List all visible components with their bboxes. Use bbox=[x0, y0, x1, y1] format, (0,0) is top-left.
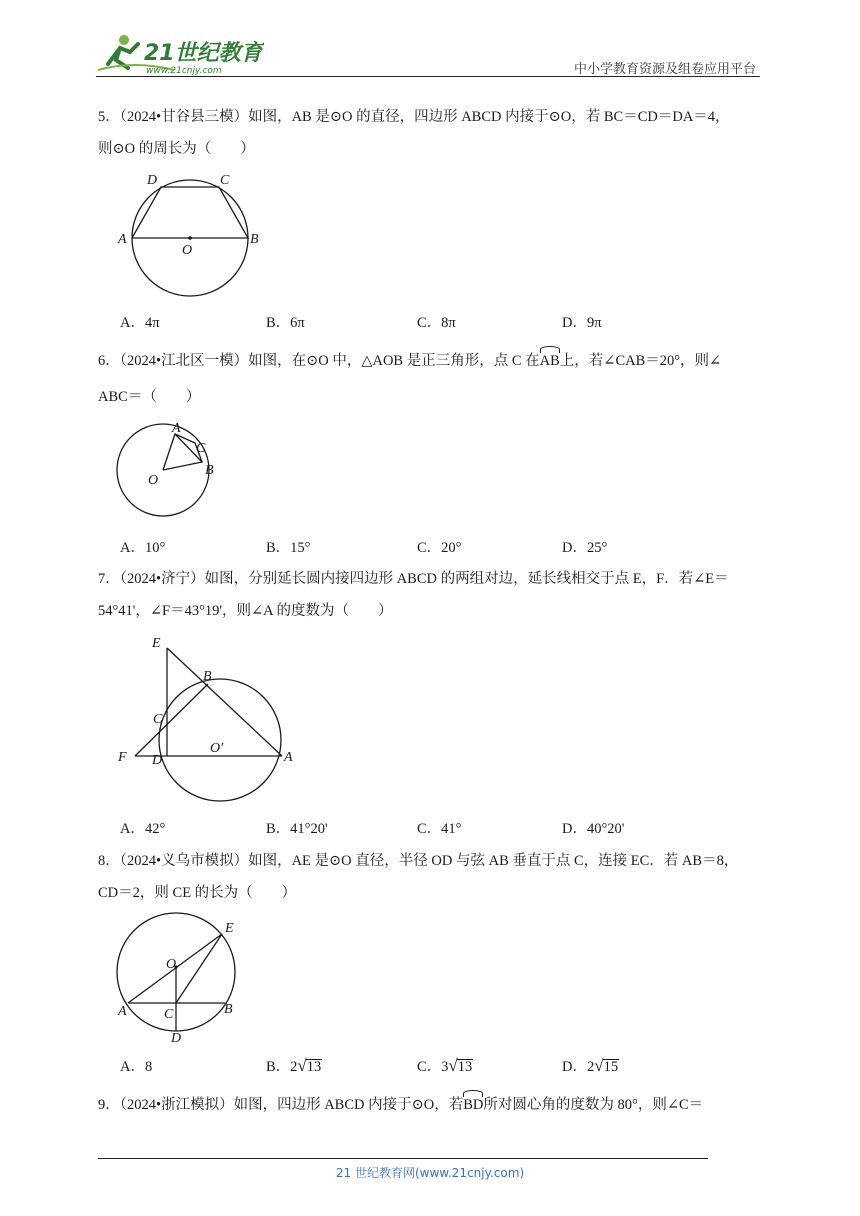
q9-line1-start: 9．（2024•浙江模拟）如图，四边形 ABCD 内接于⊙O，若 bbox=[98, 1097, 464, 1113]
q8-label-E: E bbox=[225, 921, 234, 936]
q5-label-B: B bbox=[250, 232, 259, 247]
q6-line1-end: 上，若∠CAB＝20°，则∠ bbox=[559, 353, 722, 369]
q7-label-A: A bbox=[284, 750, 293, 765]
q5-figure bbox=[112, 168, 272, 298]
q6-label-C: C bbox=[196, 441, 206, 456]
q6-option-d: D．25° bbox=[562, 540, 608, 556]
q5-option-a: A．4π bbox=[120, 315, 160, 331]
q6-option-b: B．15° bbox=[266, 540, 311, 556]
platform-name: 中小学教育资源及组卷应用平台 bbox=[573, 62, 756, 77]
q8-option-b: B．2√13 bbox=[266, 1056, 322, 1075]
q7-label-E: E bbox=[152, 636, 161, 651]
q6-line1 bbox=[98, 348, 721, 374]
q8-option-d-coef: D．2 bbox=[562, 1059, 595, 1075]
footer-link[interactable]: 21 世纪教育网(www.21cnjy.com) bbox=[335, 1166, 525, 1180]
q7-label-B: B bbox=[203, 669, 212, 684]
q6-label-B: B bbox=[205, 463, 214, 478]
q7-line1: 7．（2024•济宁）如图，分别延长圆内接四边形 ABCD 的两组对边，延长线相交于点 E，F．若∠E＝ bbox=[98, 571, 729, 587]
q5-option-c: C．8π bbox=[417, 315, 456, 331]
q5-option-b: B．6π bbox=[266, 315, 305, 331]
site-logo bbox=[94, 30, 264, 76]
q7-option-c: C．41° bbox=[417, 821, 462, 837]
logo-text: 21世纪教育 bbox=[144, 41, 263, 66]
q7-label-C: C bbox=[153, 712, 163, 727]
q8-option-a: A．8 bbox=[120, 1059, 153, 1075]
q8-option-d-radicand: 15 bbox=[603, 1059, 619, 1075]
q5-label-D: D bbox=[147, 173, 158, 188]
q5-option-d: D．9π bbox=[562, 315, 602, 331]
q5-line1: 5．（2024•甘谷县三模）如图，AB 是⊙O 的直径，四边形 ABCD 内接于⊙O，若 BC＝CD＝DA＝4， bbox=[98, 109, 730, 125]
q6-arc-ab: AB bbox=[540, 348, 560, 374]
q5-label-C: C bbox=[220, 173, 230, 188]
q9-line1 bbox=[98, 1092, 703, 1118]
q7-label-O: O′ bbox=[210, 741, 224, 756]
q7-option-d: D．40°20' bbox=[562, 821, 625, 837]
header-divider bbox=[96, 76, 760, 77]
q8-label-D: D bbox=[171, 1031, 182, 1046]
q7-option-a: A．42° bbox=[120, 821, 166, 837]
runner-logo-icon bbox=[94, 30, 264, 76]
q5-label-A: A bbox=[118, 232, 127, 247]
q7-figure bbox=[110, 630, 310, 802]
q8-label-O: O bbox=[166, 957, 177, 972]
q8-label-B: B bbox=[224, 1002, 233, 1017]
q9-arc-bd: BD bbox=[463, 1092, 483, 1118]
q8-option-d: D．2√15 bbox=[562, 1056, 619, 1075]
q8-label-C: C bbox=[164, 1007, 174, 1022]
q8-figure bbox=[108, 912, 248, 1052]
q5-label-O: O bbox=[182, 243, 193, 258]
q8-option-c: C．3√13 bbox=[417, 1056, 473, 1075]
logo-url: www.21cnjy.com bbox=[146, 66, 222, 76]
q6-option-a: A．10° bbox=[120, 540, 166, 556]
q8-line1: 8．（2024•义乌市模拟）如图，AE 是⊙O 直径，半径 OD 与弦 AB 垂直于点 C，连接 EC．若 AB＝8， bbox=[98, 853, 739, 869]
q6-line1-start: 6．（2024•江北区一模）如图，在⊙O 中，△AOB 是正三角形，点 C 在 bbox=[98, 353, 540, 369]
q8-option-c-radicand: 13 bbox=[457, 1059, 473, 1075]
q6-figure bbox=[108, 414, 228, 524]
q8-label-A: A bbox=[118, 1004, 127, 1019]
q9-line1-end: 所对圆心角的度数为 80°，则∠C＝ bbox=[483, 1097, 704, 1113]
q8-option-b-radicand: 13 bbox=[306, 1059, 322, 1075]
q6-label-O: O bbox=[148, 473, 159, 488]
footer-divider bbox=[98, 1158, 708, 1159]
q8-line2: CD＝2，则 CE 的长为（ ） bbox=[98, 885, 297, 901]
q6-option-c: C．20° bbox=[417, 540, 462, 556]
q8-option-b-coef: B．2 bbox=[266, 1059, 298, 1075]
q7-option-b: B．41°20' bbox=[266, 821, 328, 837]
q5-line2: 则⊙O 的周长为（ ） bbox=[98, 141, 255, 157]
q7-line2: 54°41'，∠F＝43°19'，则∠A 的度数为（ ） bbox=[98, 603, 393, 619]
q7-label-D: D bbox=[152, 753, 163, 768]
q8-option-c-coef: C．3 bbox=[417, 1059, 449, 1075]
q7-label-F: F bbox=[118, 750, 127, 765]
q6-line2: ABC＝（ ） bbox=[98, 389, 201, 405]
q6-label-A: A bbox=[172, 421, 181, 436]
